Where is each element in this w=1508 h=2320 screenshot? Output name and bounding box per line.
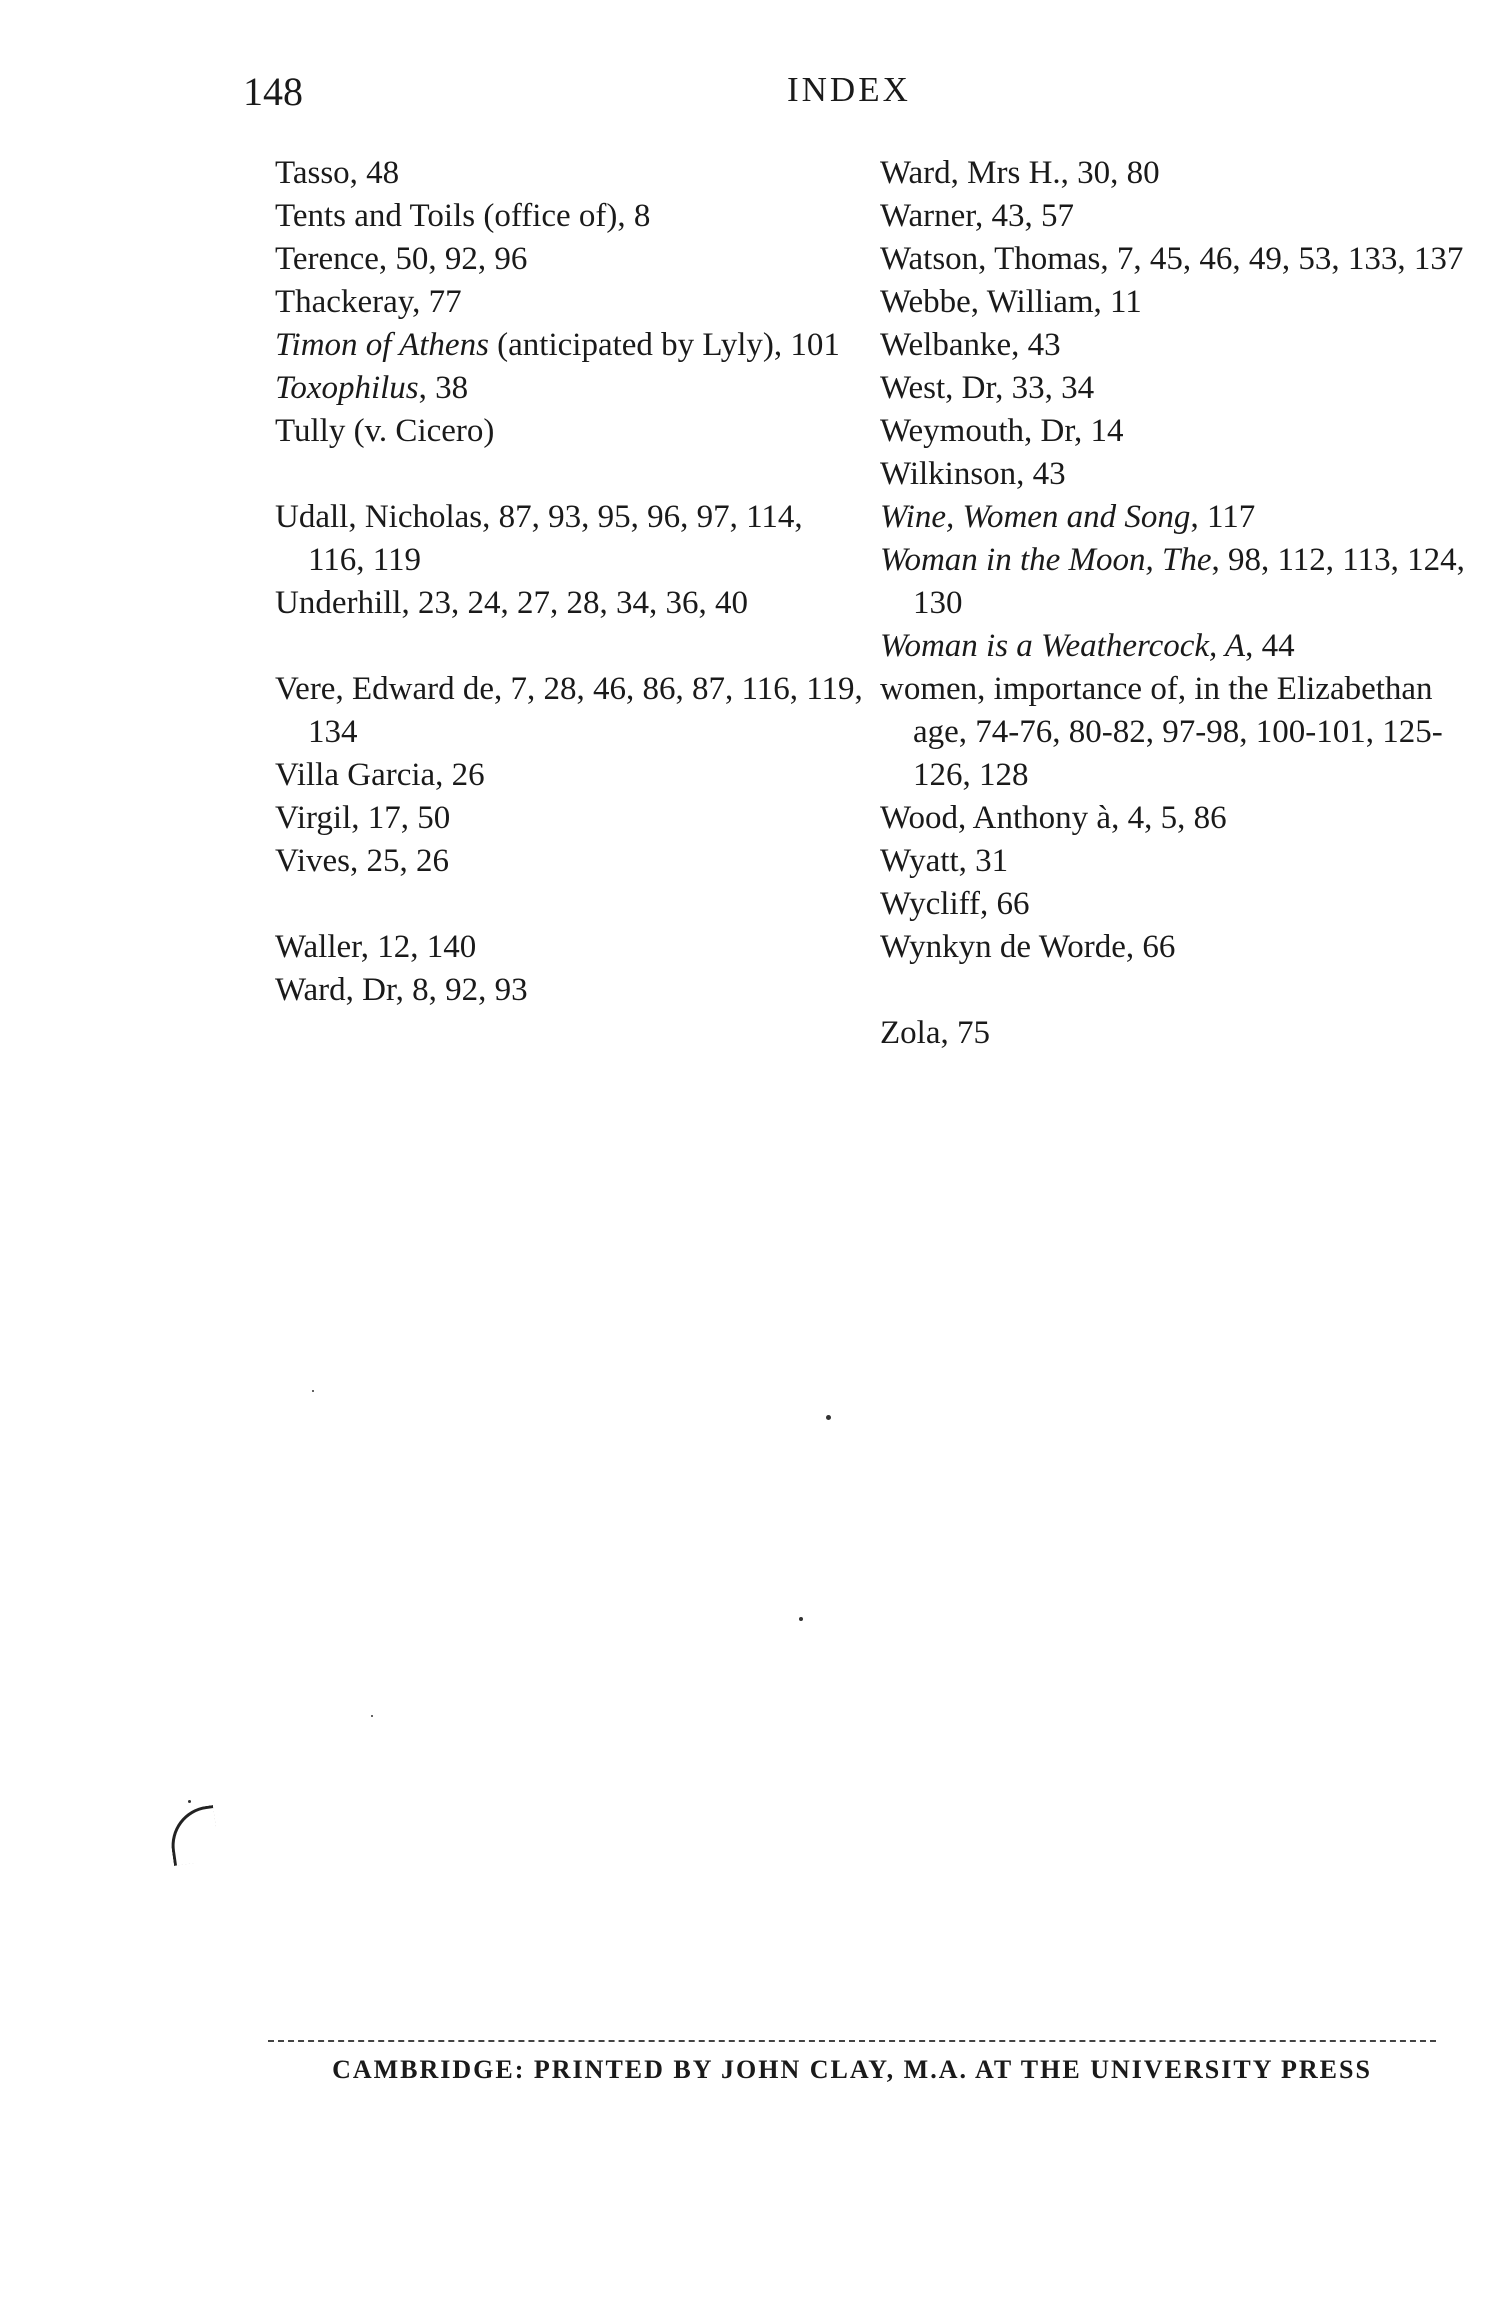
- index-entry-title: Timon of Athens: [275, 327, 489, 363]
- index-entry-text: Wycliff, 66: [880, 886, 1030, 922]
- index-column-right: [880, 152, 1470, 1055]
- index-entry-text: Wynkyn de Worde, 66: [880, 929, 1176, 965]
- pencil-mark: [166, 1805, 220, 1866]
- index-entry-text: Warner, 43, 57: [880, 198, 1074, 234]
- index-entry-text: Udall, Nicholas, 87, 93, 95, 96, 97, 114, 116, 119: [275, 499, 803, 578]
- index-entry-text: , 44: [1245, 628, 1295, 664]
- index-entry-text: Terence, 50, 92, 96: [275, 241, 528, 277]
- index-entry: [880, 926, 1470, 969]
- ink-speck: [799, 1617, 803, 1621]
- index-entry-title: Toxophilus: [275, 370, 419, 406]
- index-entry: [880, 238, 1470, 281]
- ink-speck: [371, 1715, 373, 1717]
- index-entry: [275, 281, 865, 324]
- index-entry: [880, 625, 1470, 668]
- index-entry-text: Ward, Dr, 8, 92, 93: [275, 972, 528, 1008]
- index-entry: [880, 797, 1470, 840]
- index-entry: [880, 496, 1470, 539]
- index-entry-text: Wyatt, 31: [880, 843, 1009, 879]
- index-entry: [275, 969, 865, 1012]
- index-entry-text: , 38: [418, 370, 469, 406]
- index-entry-text: Wilkinson, 43: [880, 456, 1066, 492]
- index-entry-title: Woman in the Moon, The: [880, 542, 1212, 578]
- index-entry: [275, 152, 865, 195]
- index-entry: [275, 238, 865, 281]
- index-entry-text: women, importance of, in the Elizabethan age, 74-76, 80-82, 97-98, 100-101, 125-126, 128: [880, 671, 1443, 793]
- index-entry: [275, 410, 865, 453]
- index-entry: [880, 1012, 1470, 1055]
- index-entry: [880, 281, 1470, 324]
- index-entry-text: Webbe, William, 11: [880, 284, 1142, 320]
- index-entry: [275, 797, 865, 840]
- index-entry-text: (anticipated by Lyly), 101: [488, 327, 840, 363]
- index-entry-text: Underhill, 23, 24, 27, 28, 34, 36, 40: [275, 585, 748, 621]
- index-entry: [880, 668, 1470, 797]
- index-entry: [880, 324, 1470, 367]
- index-entry-text: Virgil, 17, 50: [275, 800, 451, 836]
- index-entry-text: Vere, Edward de, 7, 28, 46, 86, 87, 116, 119, 134: [275, 671, 863, 750]
- index-entry-text: Villa Garcia, 26: [275, 757, 485, 793]
- ink-speck: [312, 1390, 314, 1392]
- imprint-rule: [268, 2040, 1436, 2042]
- index-entry: [275, 754, 865, 797]
- index-entry-text: Watson, Thomas, 7, 45, 46, 49, 53, 133, 137: [880, 241, 1464, 277]
- index-entry-text: Thackeray, 77: [275, 284, 462, 320]
- index-entry: [275, 195, 865, 238]
- index-entry: [275, 840, 865, 883]
- ink-speck: [826, 1415, 831, 1420]
- running-head: INDEX: [787, 70, 911, 109]
- index-entry-text: , 117: [1190, 499, 1256, 535]
- index-entry: [275, 367, 865, 410]
- index-entry-text: Vives, 25, 26: [275, 843, 450, 879]
- index-entry-title: Wine, Women and Song: [880, 499, 1191, 535]
- page-number: 148: [243, 69, 303, 114]
- index-entry: [275, 496, 865, 582]
- index-entry-text: Zola, 75: [880, 1015, 990, 1051]
- index-entry: [880, 195, 1470, 238]
- index-entry: [880, 367, 1470, 410]
- index-entry-text: Wood, Anthony à, 4, 5, 86: [880, 800, 1227, 836]
- index-entry-text: Tasso, 48: [275, 155, 400, 191]
- index-entry: [880, 840, 1470, 883]
- index-entry-text: Tully (v. Cicero): [275, 413, 495, 449]
- index-entry-text: Waller, 12, 140: [275, 929, 477, 965]
- index-entry-text: , 98, 112, 113, 124, 130: [913, 542, 1465, 621]
- index-entry-text: West, Dr, 33, 34: [880, 370, 1095, 406]
- index-entry: [880, 410, 1470, 453]
- index-entry: [880, 453, 1470, 496]
- index-entry: [880, 539, 1470, 625]
- index-entry: [880, 152, 1470, 195]
- index-entry: [275, 668, 865, 754]
- index-entry: [275, 582, 865, 625]
- index-column-left: [275, 152, 865, 1012]
- index-entry: [275, 324, 865, 367]
- ink-speck: [188, 1800, 191, 1803]
- index-entry-text: Tents and Toils (office of), 8: [275, 198, 651, 234]
- printer-imprint: CAMBRIDGE: PRINTED BY JOHN CLAY, M.A. AT THE UNIVERSITY PRESS: [332, 2055, 1372, 2084]
- index-entry-text: Ward, Mrs H., 30, 80: [880, 155, 1160, 191]
- index-entry-text: Welbanke, 43: [880, 327, 1061, 363]
- index-entry: [880, 883, 1470, 926]
- index-entry-text: Weymouth, Dr, 14: [880, 413, 1124, 449]
- index-entry: [275, 926, 865, 969]
- index-entry-title: Woman is a Weathercock, A: [880, 628, 1246, 664]
